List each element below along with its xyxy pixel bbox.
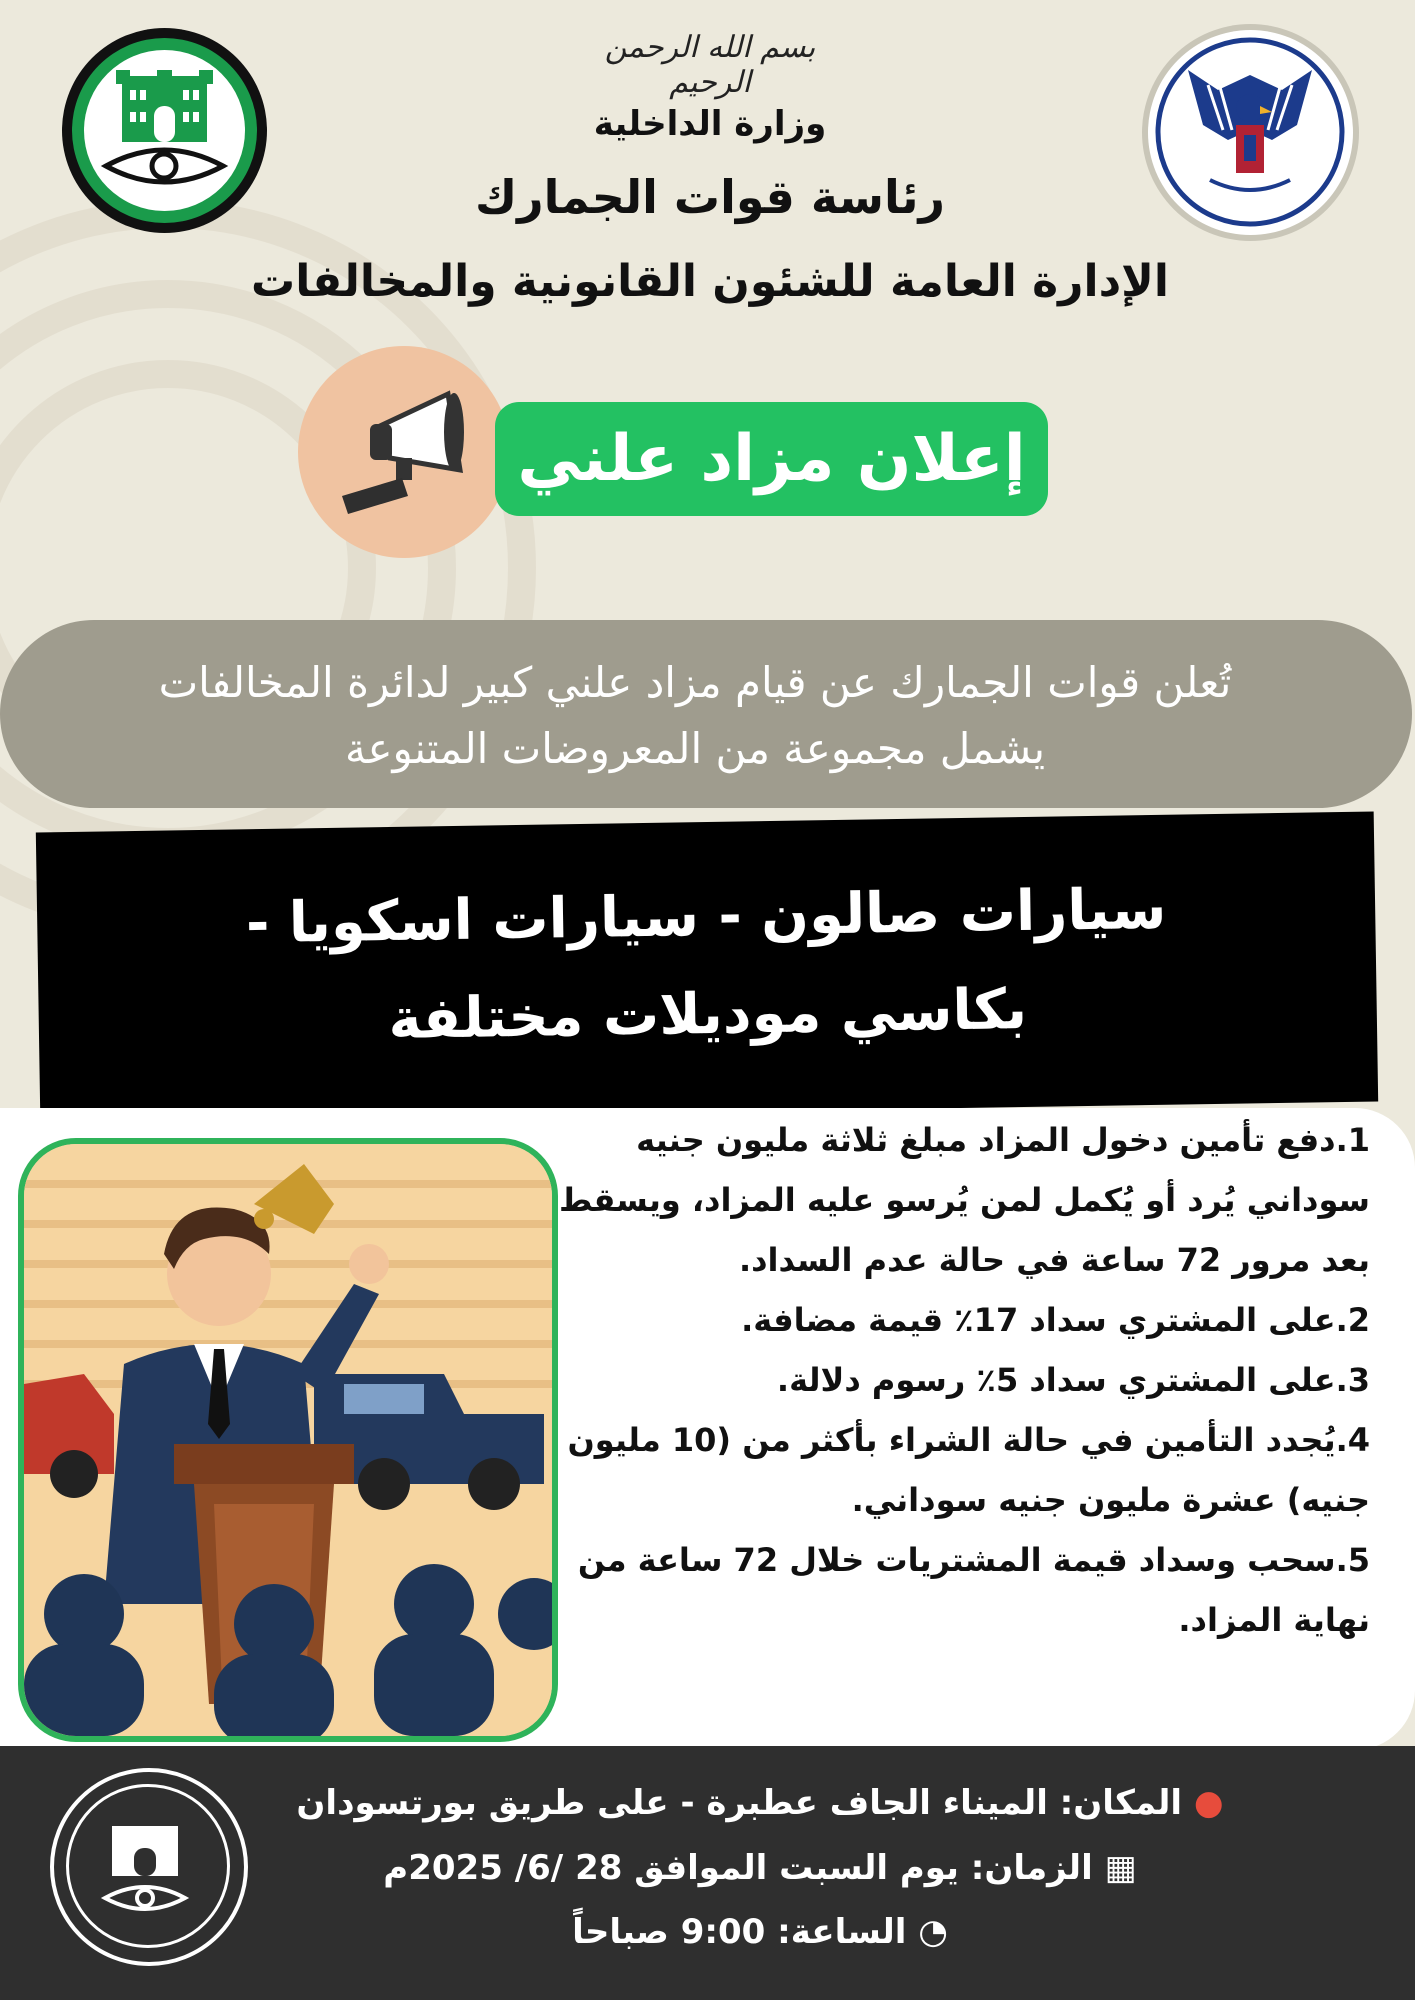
items-line-1: سيارات صالون - سيارات اسكويا - (245, 876, 1167, 957)
auctioneer-illustration (18, 1138, 558, 1742)
eagle-emblem-icon (1148, 30, 1353, 235)
announcement-line-1: تُعلن قوات الجمارك عن قيام مزاد علني كبير لدائرة المخالفات (158, 658, 1232, 707)
customs-logo (62, 28, 267, 233)
time-line (260, 1912, 1260, 1952)
date-text: الزمان: يوم السبت الموافق 28 /6/ 2025م (383, 1848, 1093, 1888)
date-line (260, 1848, 1260, 1888)
authority-name: رئاسة قوات الجمارك (474, 170, 946, 224)
term-item: 5.سحب وسداد قيمة المشتريات خلال 72 ساعة من نهاية المزاد. (577, 1541, 1370, 1639)
term-item: 3.على المشتري سداد 5٪ رسوم دلالة. (776, 1361, 1370, 1399)
items-box (36, 812, 1378, 1123)
auction-title: إعلان مزاد علني (517, 422, 1026, 496)
time-text: الساعة: 9:00 صباحاً (572, 1912, 907, 1952)
calendar-icon: ▦ (1104, 1848, 1137, 1888)
clock-icon: ◔ (918, 1912, 948, 1952)
castle-eye-icon (50, 1768, 240, 1958)
customs-media-logo (50, 1768, 248, 1966)
state-emblem (1148, 30, 1353, 235)
ministry-name: وزارة الداخلية (593, 104, 827, 144)
term-item: 1.دفع تأمين دخول المزاد مبلغ ثلاثة مليون جنيه سوداني يُرد أو يُكمل لمن يُرسو عليه المزاد، ويسقط بعد مرور 72 ساعة في حالة عدم السداد. (558, 1121, 1370, 1279)
pin-icon: ● (1193, 1783, 1224, 1823)
term-item: 4.يُجدد التأمين في حالة الشراء بأكثر من (10 مليون جنيه) عشرة مليون جنيه سوداني. (567, 1421, 1370, 1519)
location-text: المكان: الميناء الجاف عطبرة - على طريق بورتسودان (296, 1783, 1183, 1823)
announcement-box (0, 620, 1412, 808)
department-name: الإدارة العامة للشئون القانونية والمخالفات (250, 256, 1169, 307)
terms-list (555, 1110, 1370, 1650)
auction-title-banner (495, 402, 1048, 516)
megaphone-icon (298, 346, 510, 558)
castle-eye-icon (84, 50, 245, 211)
basmala: بسم الله الرحمن الرحيم (604, 30, 816, 100)
auctioneer-scene-icon (24, 1144, 552, 1736)
items-line-2: بكاسي موديلات مختلفة (387, 976, 1028, 1053)
megaphone-badge (298, 346, 510, 558)
announcement-line-2: يشمل مجموعة من المعروضات المتنوعة (344, 724, 1046, 773)
location-line (260, 1783, 1260, 1823)
term-item: 2.على المشتري سداد 17٪ قيمة مضافة. (741, 1301, 1370, 1339)
